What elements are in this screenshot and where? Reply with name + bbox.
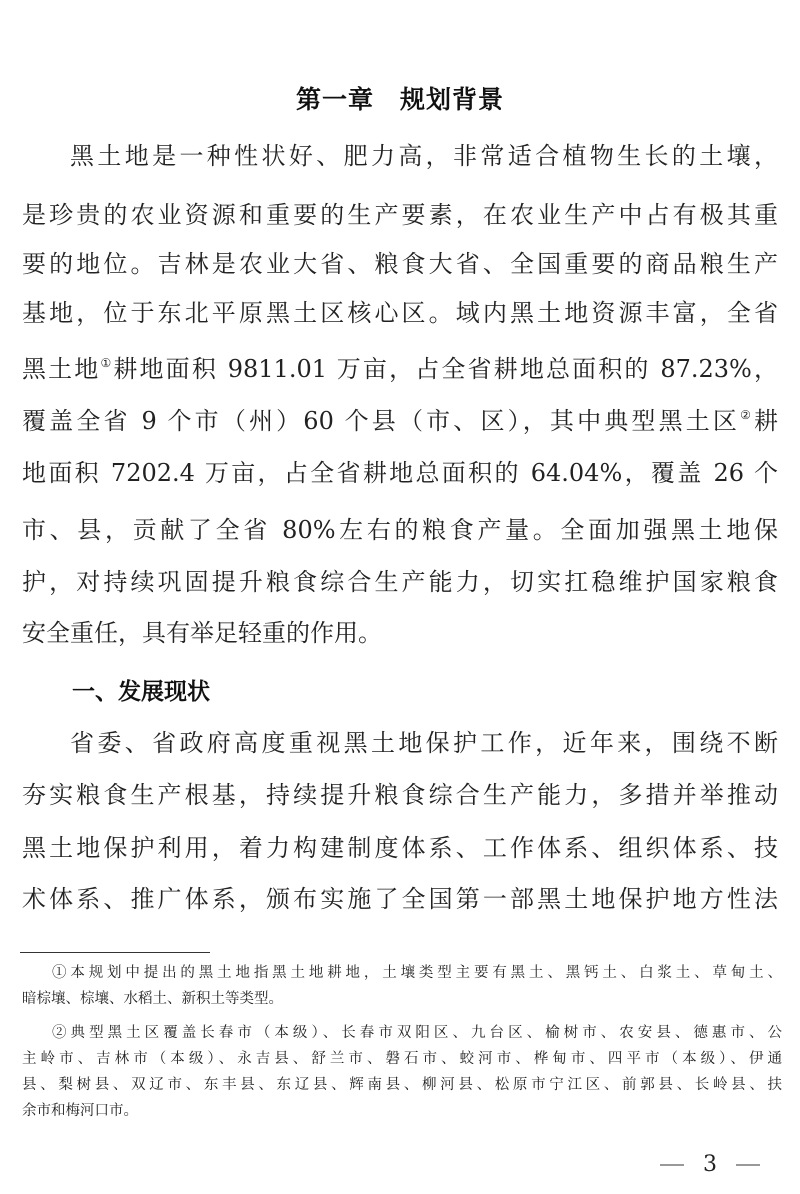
- paragraph-line: 是珍贵的农业资源和重要的生产要素，在农业生产中占有极其重: [22, 201, 778, 229]
- footnote-text: 典型黑土区覆盖长春市（本级）、长春市双阳区、九台区、榆树市、农安县、德惠市、公: [70, 1025, 783, 1041]
- footnote-ref-2[interactable]: ②: [740, 408, 754, 422]
- footnote-line: [52, 1022, 782, 1044]
- chapter-title: [0, 80, 800, 116]
- text-segment: 黑土地: [22, 355, 101, 383]
- paragraph-line: 市、县，贡献了全省 80%左右的粮食产量。全面加强黑土地保: [22, 516, 778, 544]
- paragraph-line: 要的地位。吉林是农业大省、粮食大省、全国重要的商品粮生产: [22, 250, 778, 278]
- footnote-divider: [20, 952, 210, 953]
- footnote-line: 县、梨树县、双辽市、东丰县、东辽县、辉南县、柳河县、松原市宁江区、前郭县、长岭县、扶: [22, 1077, 782, 1093]
- footnote-line: [52, 962, 782, 984]
- dash-left: [660, 1164, 684, 1166]
- paragraph-line: [22, 401, 778, 441]
- paragraph-line: 省委、省政府高度重视黑土地保护工作，近年来，围绕不断: [70, 729, 778, 757]
- text-segment: 覆盖全省 9 个市（州）60 个县（市、区），其中典型黑土区: [22, 407, 741, 435]
- footnote-line: 余市和梅河口市。: [22, 1103, 138, 1119]
- dash-right: [736, 1164, 760, 1166]
- paragraph-line: 术体系、推广体系，颁布实施了全国第一部黑土地保护地方性法: [22, 885, 778, 913]
- chapter-number: 第一章: [295, 85, 374, 114]
- paragraph-line: 护，对持续巩固提升粮食综合生产能力，切实扛稳维护国家粮食: [22, 568, 778, 596]
- footnote-line: 主岭市、吉林市（本级）、永吉县、舒兰市、磐石市、蛟河市、桦甸市、四平市（本级）、伊通: [22, 1051, 782, 1067]
- footnote-text: 本规划中提出的黑土地指黑土地耕地，土壤类型主要有黑土、黑钙土、白浆土、草甸土、: [70, 965, 783, 981]
- footnote-line: 暗棕壤、棕壤、水稻土、新积土等类型。: [22, 991, 283, 1007]
- paragraph-line: 地面积 7202.4 万亩，占全省耕地总面积的 64.04%，覆盖 26 个: [22, 459, 778, 487]
- footnote-ref-1[interactable]: ①: [100, 356, 114, 370]
- paragraph-line: [22, 349, 778, 389]
- page-number: [660, 1152, 760, 1177]
- footnote-marker: ①: [52, 965, 71, 981]
- paragraph-line: 安全重任，具有举足轻重的作用。: [22, 619, 382, 647]
- paragraph-line: 基地，位于东北平原黑土区核心区。域内黑土地资源丰富，全省: [22, 299, 778, 327]
- text-segment: 耕地面积 9811.01 万亩，占全省耕地总面积的 87.23%，: [113, 355, 779, 383]
- chapter-name: 规划背景: [400, 85, 505, 114]
- footnote-marker: ②: [52, 1025, 71, 1041]
- paragraph-line: 夯实粮食生产根基，持续提升粮食综合生产能力，多措并举推动: [22, 781, 778, 809]
- section-heading: 一、发展现状: [72, 679, 210, 705]
- text-segment: 耕: [754, 407, 778, 435]
- page-number-value: 3: [703, 1152, 717, 1177]
- paragraph-line: 黑土地是一种性状好、肥力高，非常适合植物生长的土壤，: [70, 142, 778, 170]
- paragraph-line: 黑土地保护利用，着力构建制度体系、工作体系、组织体系、技: [22, 834, 778, 862]
